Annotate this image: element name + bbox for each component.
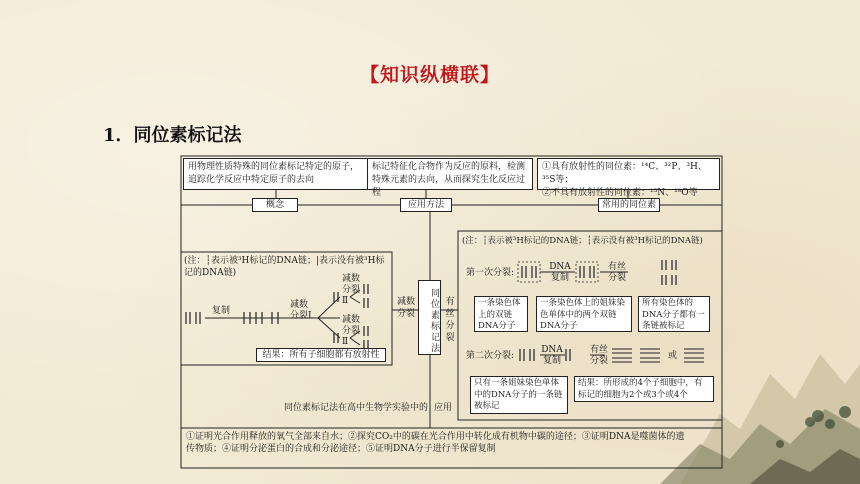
concept-description-box: 用物理性质特殊的同位素标记特定的原子，追踪化学反应中特定原子的去向 — [183, 158, 371, 190]
replicate-label: 复制 — [212, 306, 231, 316]
mitosis-1-label: 有丝分裂 — [607, 262, 626, 283]
left-panel-note: (注：┆表示被³H标记的DNA链；|表示没有被³H标 记的DNA链) — [184, 256, 385, 278]
dna-replicate-1-label: DNA复制 — [549, 262, 571, 283]
second-division-label: 第二次分裂: — [466, 351, 515, 361]
second-division-result-box: 结果：所形成的4个子细胞中，有标记的细胞为2个或3个或4个 — [574, 376, 714, 402]
method-label: 应用方法 — [400, 198, 452, 212]
applications-list — [186, 431, 718, 455]
one-chromatid-labeled-box: 只有一条姐妹染色单体中的DNA分子的一条链被标记 — [470, 376, 568, 414]
all-chromosome-labeled-box: 所有染色体的DNA分子都有一条链被标记 — [638, 296, 710, 332]
page-title: 【知识纵横联】 — [359, 64, 500, 86]
meiosis-2b-label: 减数分裂Ⅱ — [342, 315, 361, 347]
meiosis-1-label: 减数分裂Ⅰ — [290, 300, 312, 321]
isotope-description-box — [537, 158, 720, 198]
dna-replicate-2-label: DNA复制 — [541, 345, 563, 366]
unlabeled-strand-icon: | — [316, 256, 320, 266]
meiosis-label: 减数分裂 — [396, 297, 415, 319]
concept-label: 概念 — [252, 198, 298, 212]
mitosis-2-label: 有丝分裂 — [589, 345, 608, 366]
application-line-label: 同位素标记法在高中生物学实验中的 — [284, 403, 429, 413]
isotope-radioactive-line: ①具有放射性的同位素：¹⁴C、³²P、³H、³⁵S等； — [542, 162, 707, 185]
common-isotopes-label: 常用的同位素 — [598, 198, 660, 212]
left-result-box: 结果：所有子细胞都有放射性 — [256, 348, 386, 362]
method-description-box: 标记特征化合物作为反应的原料，检测特殊元素的去向，从而探究生化反应过程 — [367, 158, 533, 190]
center-topic-label: 同位素标记法 — [418, 280, 441, 355]
sister-chromatid-dna-box: 一条染色体上的姐妹染色单体中的两个双链DNA分子 — [536, 296, 632, 332]
isotope-stable-line: ②不具有放射性的同位素：¹⁵N、¹⁸O等 — [542, 188, 698, 198]
first-division-label: 第一次分裂: — [466, 268, 515, 278]
application-label: 应用 — [434, 403, 453, 413]
labeled-strand-icon: ┆ — [205, 256, 211, 266]
applications-line-1: ①证明光合作用释放的氧气全部来自水；②探究CO₂中的碳在光合作用中转化成有机物中碳的途径；③证明DNA是噬菌体的遗 — [186, 432, 685, 442]
meiosis-2a-label: 减数分裂Ⅱ — [342, 274, 361, 306]
applications-line-2: 传物质；④证明分泌蛋白的合成和分泌途径；⑤证明DNA分子进行半保留复制 — [186, 444, 496, 454]
right-panel-note: (注：┆表示被³H标记的DNA链；┆表示没有被³H标记的DNA链) — [462, 236, 703, 246]
or-label: 或 — [668, 351, 678, 361]
mitosis-label: 有丝分裂 — [445, 297, 455, 343]
single-chromosome-dna-box: 一条染色体上的双链DNA分子 — [474, 296, 528, 332]
section-heading: 1．同位素标记法 — [103, 125, 242, 146]
